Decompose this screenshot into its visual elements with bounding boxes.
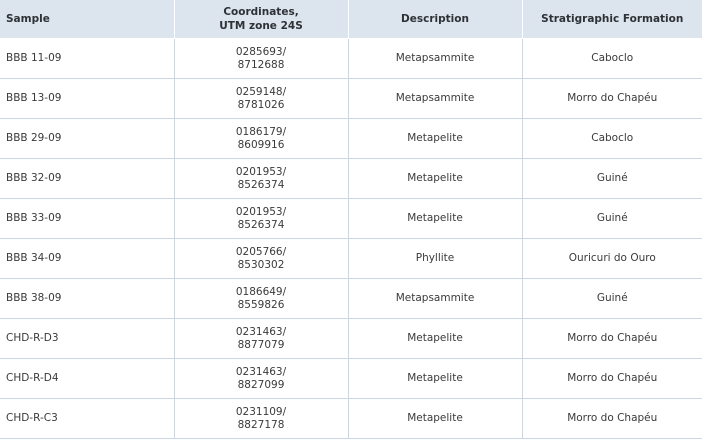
cell-sample: BBB 11-09 bbox=[0, 39, 174, 79]
cell-easting: 0186179/ bbox=[235, 125, 287, 138]
header-formation: Stratigraphic Formation bbox=[522, 0, 702, 39]
cell-sample: BBB 33-09 bbox=[0, 199, 174, 239]
table-row bbox=[0, 79, 702, 119]
cell-description: Metapelite bbox=[348, 119, 522, 159]
cell-formation: Morro do Chapéu bbox=[522, 319, 702, 359]
header-row bbox=[0, 0, 702, 39]
cell-formation: Ouricuri do Ouro bbox=[522, 239, 702, 279]
cell-coordinates bbox=[174, 199, 348, 239]
cell-formation: Morro do Chapéu bbox=[522, 79, 702, 119]
cell-coordinates bbox=[174, 399, 348, 439]
cell-description: Metapelite bbox=[348, 319, 522, 359]
cell-sample: CHD-R-C3 bbox=[0, 399, 174, 439]
cell-description: Metapsammite bbox=[348, 39, 522, 79]
cell-coordinates bbox=[174, 319, 348, 359]
table-row bbox=[0, 119, 702, 159]
table-header bbox=[0, 0, 702, 39]
cell-easting: 0205766/ bbox=[235, 245, 287, 258]
cell-easting: 0201953/ bbox=[235, 165, 287, 178]
cell-northing: 8609916 bbox=[237, 138, 285, 151]
cell-coordinates bbox=[174, 39, 348, 79]
cell-sample: BBB 32-09 bbox=[0, 159, 174, 199]
header-sample: Sample bbox=[0, 0, 174, 39]
cell-sample: BBB 29-09 bbox=[0, 119, 174, 159]
cell-easting: 0285693/ bbox=[235, 45, 287, 58]
cell-formation: Guiné bbox=[522, 199, 702, 239]
cell-northing: 8526374 bbox=[237, 178, 285, 191]
table-row bbox=[0, 159, 702, 199]
cell-sample: BBB 38-09 bbox=[0, 279, 174, 319]
cell-description: Metapelite bbox=[348, 359, 522, 399]
cell-easting: 0186649/ bbox=[235, 285, 287, 298]
cell-formation: Guiné bbox=[522, 159, 702, 199]
cell-coordinates bbox=[174, 359, 348, 399]
cell-coordinates bbox=[174, 239, 348, 279]
cell-easting: 0231109/ bbox=[235, 405, 287, 418]
cell-sample: BBB 34-09 bbox=[0, 239, 174, 279]
header-coordinates-line2: UTM zone 24S bbox=[219, 20, 303, 32]
table-row bbox=[0, 239, 702, 279]
cell-formation: Caboclo bbox=[522, 119, 702, 159]
table-row bbox=[0, 39, 702, 79]
cell-sample: CHD-R-D3 bbox=[0, 319, 174, 359]
cell-northing: 8781026 bbox=[237, 98, 285, 111]
table-body bbox=[0, 39, 702, 439]
table-row bbox=[0, 279, 702, 319]
cell-description: Metapelite bbox=[348, 199, 522, 239]
cell-description: Metapsammite bbox=[348, 79, 522, 119]
cell-description: Phyllite bbox=[348, 239, 522, 279]
table-row bbox=[0, 199, 702, 239]
cell-description: Metapsammite bbox=[348, 279, 522, 319]
cell-coordinates bbox=[174, 159, 348, 199]
cell-description: Metapelite bbox=[348, 159, 522, 199]
cell-easting: 0201953/ bbox=[235, 205, 287, 218]
cell-formation: Caboclo bbox=[522, 39, 702, 79]
cell-coordinates bbox=[174, 119, 348, 159]
cell-formation: Morro do Chapéu bbox=[522, 359, 702, 399]
cell-easting: 0231463/ bbox=[235, 365, 287, 378]
cell-formation: Morro do Chapéu bbox=[522, 399, 702, 439]
cell-northing: 8877079 bbox=[237, 338, 285, 351]
cell-northing: 8526374 bbox=[237, 218, 285, 231]
cell-formation: Guiné bbox=[522, 279, 702, 319]
cell-coordinates bbox=[174, 79, 348, 119]
table-row bbox=[0, 399, 702, 439]
cell-description: Metapelite bbox=[348, 399, 522, 439]
cell-northing: 8712688 bbox=[237, 58, 285, 71]
cell-easting: 0231463/ bbox=[235, 325, 287, 338]
table-row bbox=[0, 359, 702, 399]
cell-coordinates bbox=[174, 279, 348, 319]
cell-easting: 0259148/ bbox=[235, 85, 287, 98]
header-coordinates-line1: Coordinates, bbox=[223, 6, 299, 18]
header-description: Description bbox=[348, 0, 522, 39]
cell-northing: 8827099 bbox=[237, 378, 285, 391]
cell-northing: 8559826 bbox=[237, 298, 285, 311]
cell-northing: 8530302 bbox=[237, 258, 285, 271]
cell-sample: BBB 13-09 bbox=[0, 79, 174, 119]
table-row bbox=[0, 319, 702, 359]
header-coordinates bbox=[174, 0, 348, 39]
cell-northing: 8827178 bbox=[237, 418, 285, 431]
cell-sample: CHD-R-D4 bbox=[0, 359, 174, 399]
